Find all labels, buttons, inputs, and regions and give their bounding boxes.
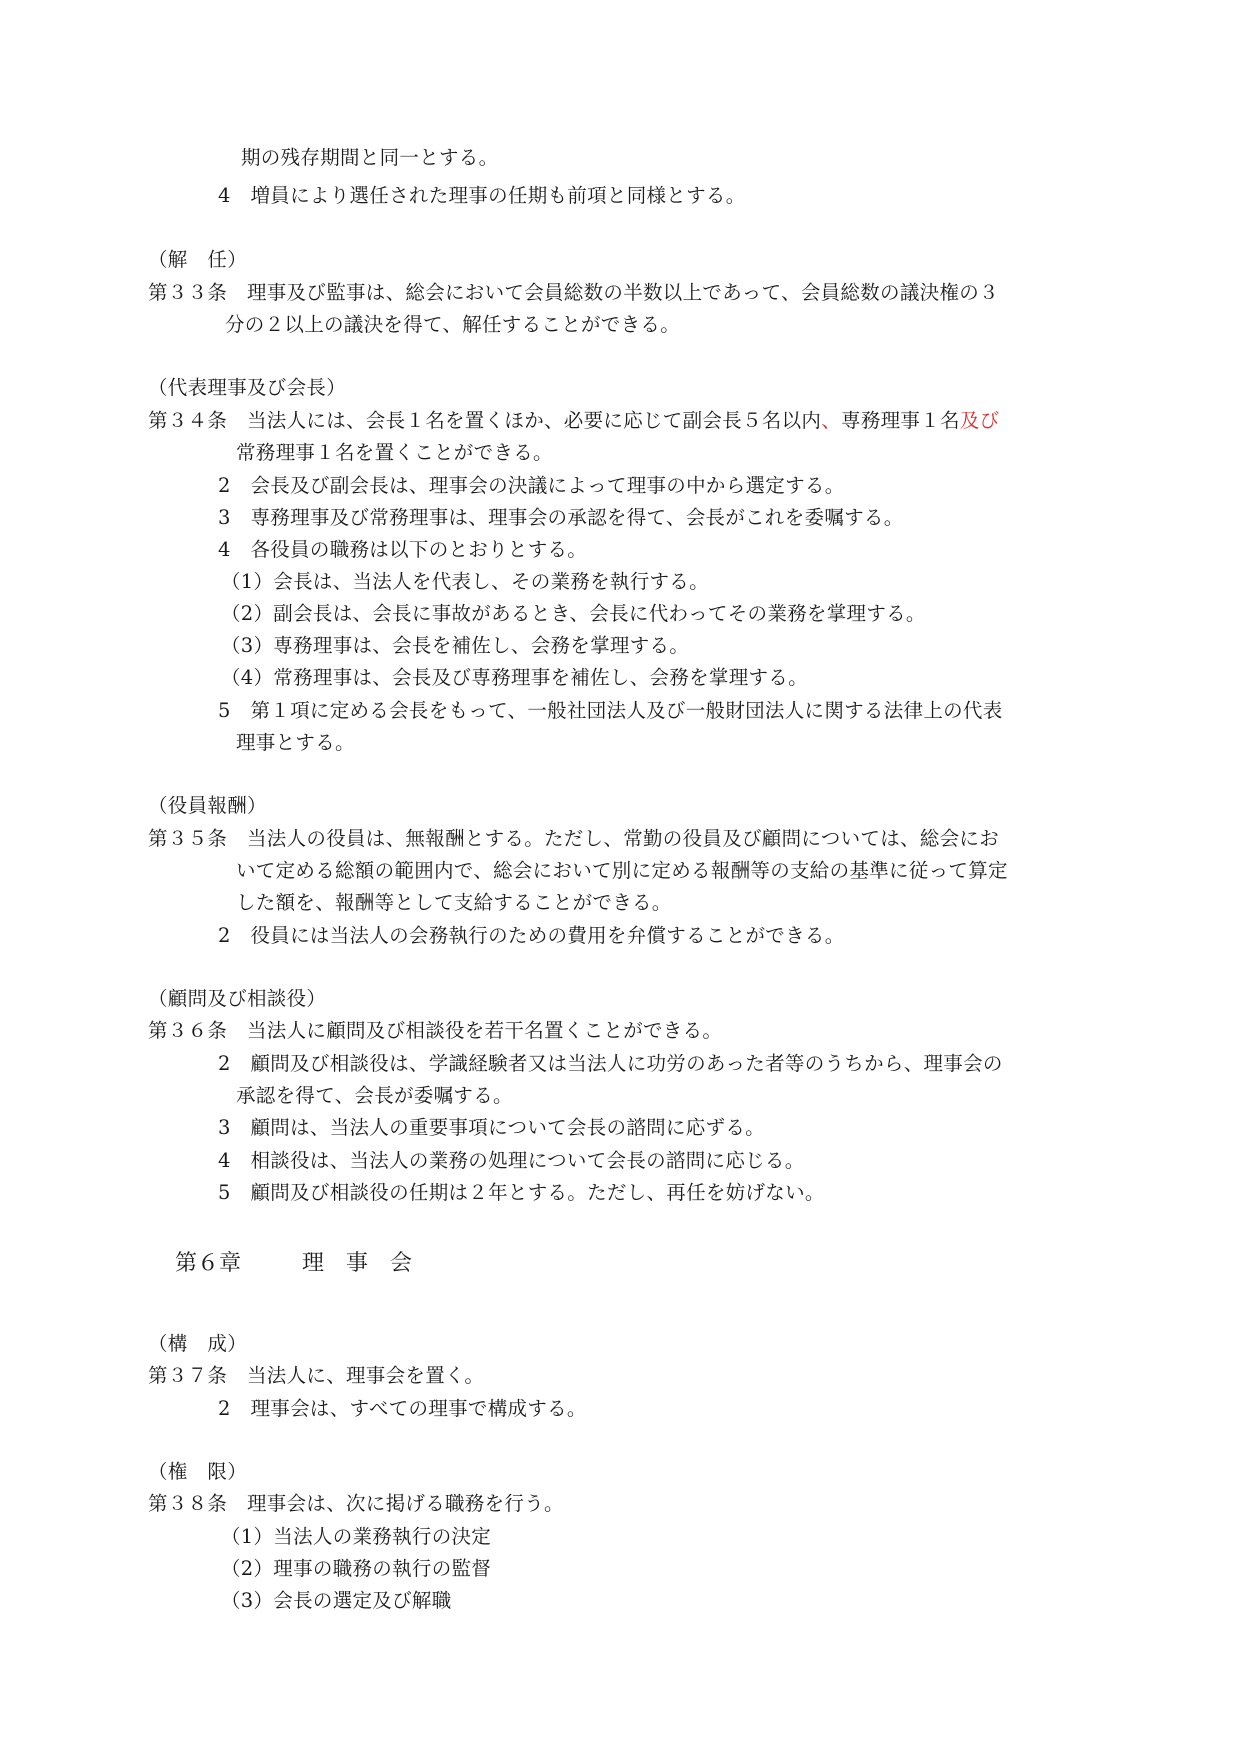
clause-item: 2 会長及び副会長は、理事会の決議によって理事の中から選定する。 (218, 474, 845, 497)
article-text-segment: 専務理事１名 (841, 409, 960, 432)
sub-item: （4）常務理事は、会長及び専務理事を補佐し、会務を掌理する。 (221, 666, 808, 689)
sub-item: （1）会長は、当法人を代表し、その業務を執行する。 (221, 570, 709, 593)
paragraph-line: した額を、報酬等として支給することができる。 (236, 891, 672, 914)
article-text: 第３７条 当法人に、理事会を置く。 (148, 1364, 485, 1387)
article-text: 第３８条 理事会は、次に掲げる職務を行う。 (148, 1492, 564, 1515)
clause-item: 5 顧問及び相談役の任期は２年とする。ただし、再任を妨げない。 (218, 1181, 825, 1204)
clause-item: 2 理事会は、すべての理事で構成する。 (218, 1397, 587, 1420)
amended-text: 、 (821, 409, 842, 432)
article-heading: （顧問及び相談役） (148, 987, 327, 1010)
sub-item: （1）当法人の業務執行の決定 (221, 1525, 492, 1548)
article-heading: （構 成） (148, 1332, 248, 1355)
clause-item: 5 第１項に定める会長をもって、一般社団法人及び一般財団法人に関する法律上の代表 (218, 699, 1003, 722)
article-heading: （代表理事及び会長） (148, 376, 347, 399)
paragraph-line: 常務理事１名を置くことができる。 (236, 441, 553, 464)
chapter-title: 理 事 会 (302, 1251, 413, 1276)
paragraph-line: 期の残存期間と同一とする。 (241, 146, 499, 169)
chapter-number: 第６章 (175, 1251, 242, 1276)
paragraph-line: 承認を得て、会長が委嘱する。 (236, 1084, 513, 1107)
article-heading: （役員報酬） (148, 794, 267, 817)
clause-item: 4 相談役は、当法人の業務の処理について会長の諮問に応じる。 (218, 1149, 805, 1172)
paragraph-line: いて定める総額の範囲内で、総会において別に定める報酬等の支給の基準に従って算定 (236, 859, 1008, 882)
paragraph-line: 分の２以上の議決を得て、解任することができる。 (225, 313, 681, 336)
clause-item: 2 顧問及び相談役は、学識経験者又は当法人に功労のあった者等のうちから、理事会の (218, 1052, 1003, 1075)
clause-item: 4 各役員の職務は以下のとおりとする。 (218, 538, 588, 561)
sub-item: （2）副会長は、会長に事故があるとき、会長に代わってその業務を掌理する。 (221, 602, 926, 625)
clause-item: 4 増員により選任された理事の任期も前項と同様とする。 (218, 184, 746, 207)
sub-item: （3）会長の選定及び解職 (221, 1589, 452, 1612)
article-text: 第３５条 当法人の役員は、無報酬とする。ただし、常勤の役員及び顧問については、総会にお (148, 827, 1000, 850)
clause-item: 2 役員には当法人の会務執行のための費用を弁償することができる。 (218, 924, 845, 947)
article-text (148, 407, 999, 435)
article-text: 第３３条 理事及び監事は、総会において会員総数の半数以上であって、会員総数の議決権の３ (148, 281, 999, 304)
sub-item: （3）専務理事は、会長を補佐し、会務を掌理する。 (221, 634, 690, 657)
article-text-segment: 第３４条 当法人には、会長１名を置くほか、必要に応じて副会長５名以内 (148, 409, 822, 432)
article-text: 第３６条 当法人に顧問及び相談役を若干名置くことができる。 (148, 1019, 723, 1042)
clause-item: 3 専務理事及び常務理事は、理事会の承認を得て、会長がこれを委嘱する。 (218, 506, 904, 529)
article-heading: （権 限） (148, 1460, 248, 1483)
clause-item: 3 顧問は、当法人の重要事項について会長の諮問に応ずる。 (218, 1116, 765, 1139)
paragraph-line: 理事とする。 (236, 731, 355, 754)
article-heading: （解 任） (148, 248, 248, 271)
amended-text: 及び (959, 409, 1000, 432)
sub-item: （2）理事の職務の執行の監督 (221, 1557, 492, 1580)
